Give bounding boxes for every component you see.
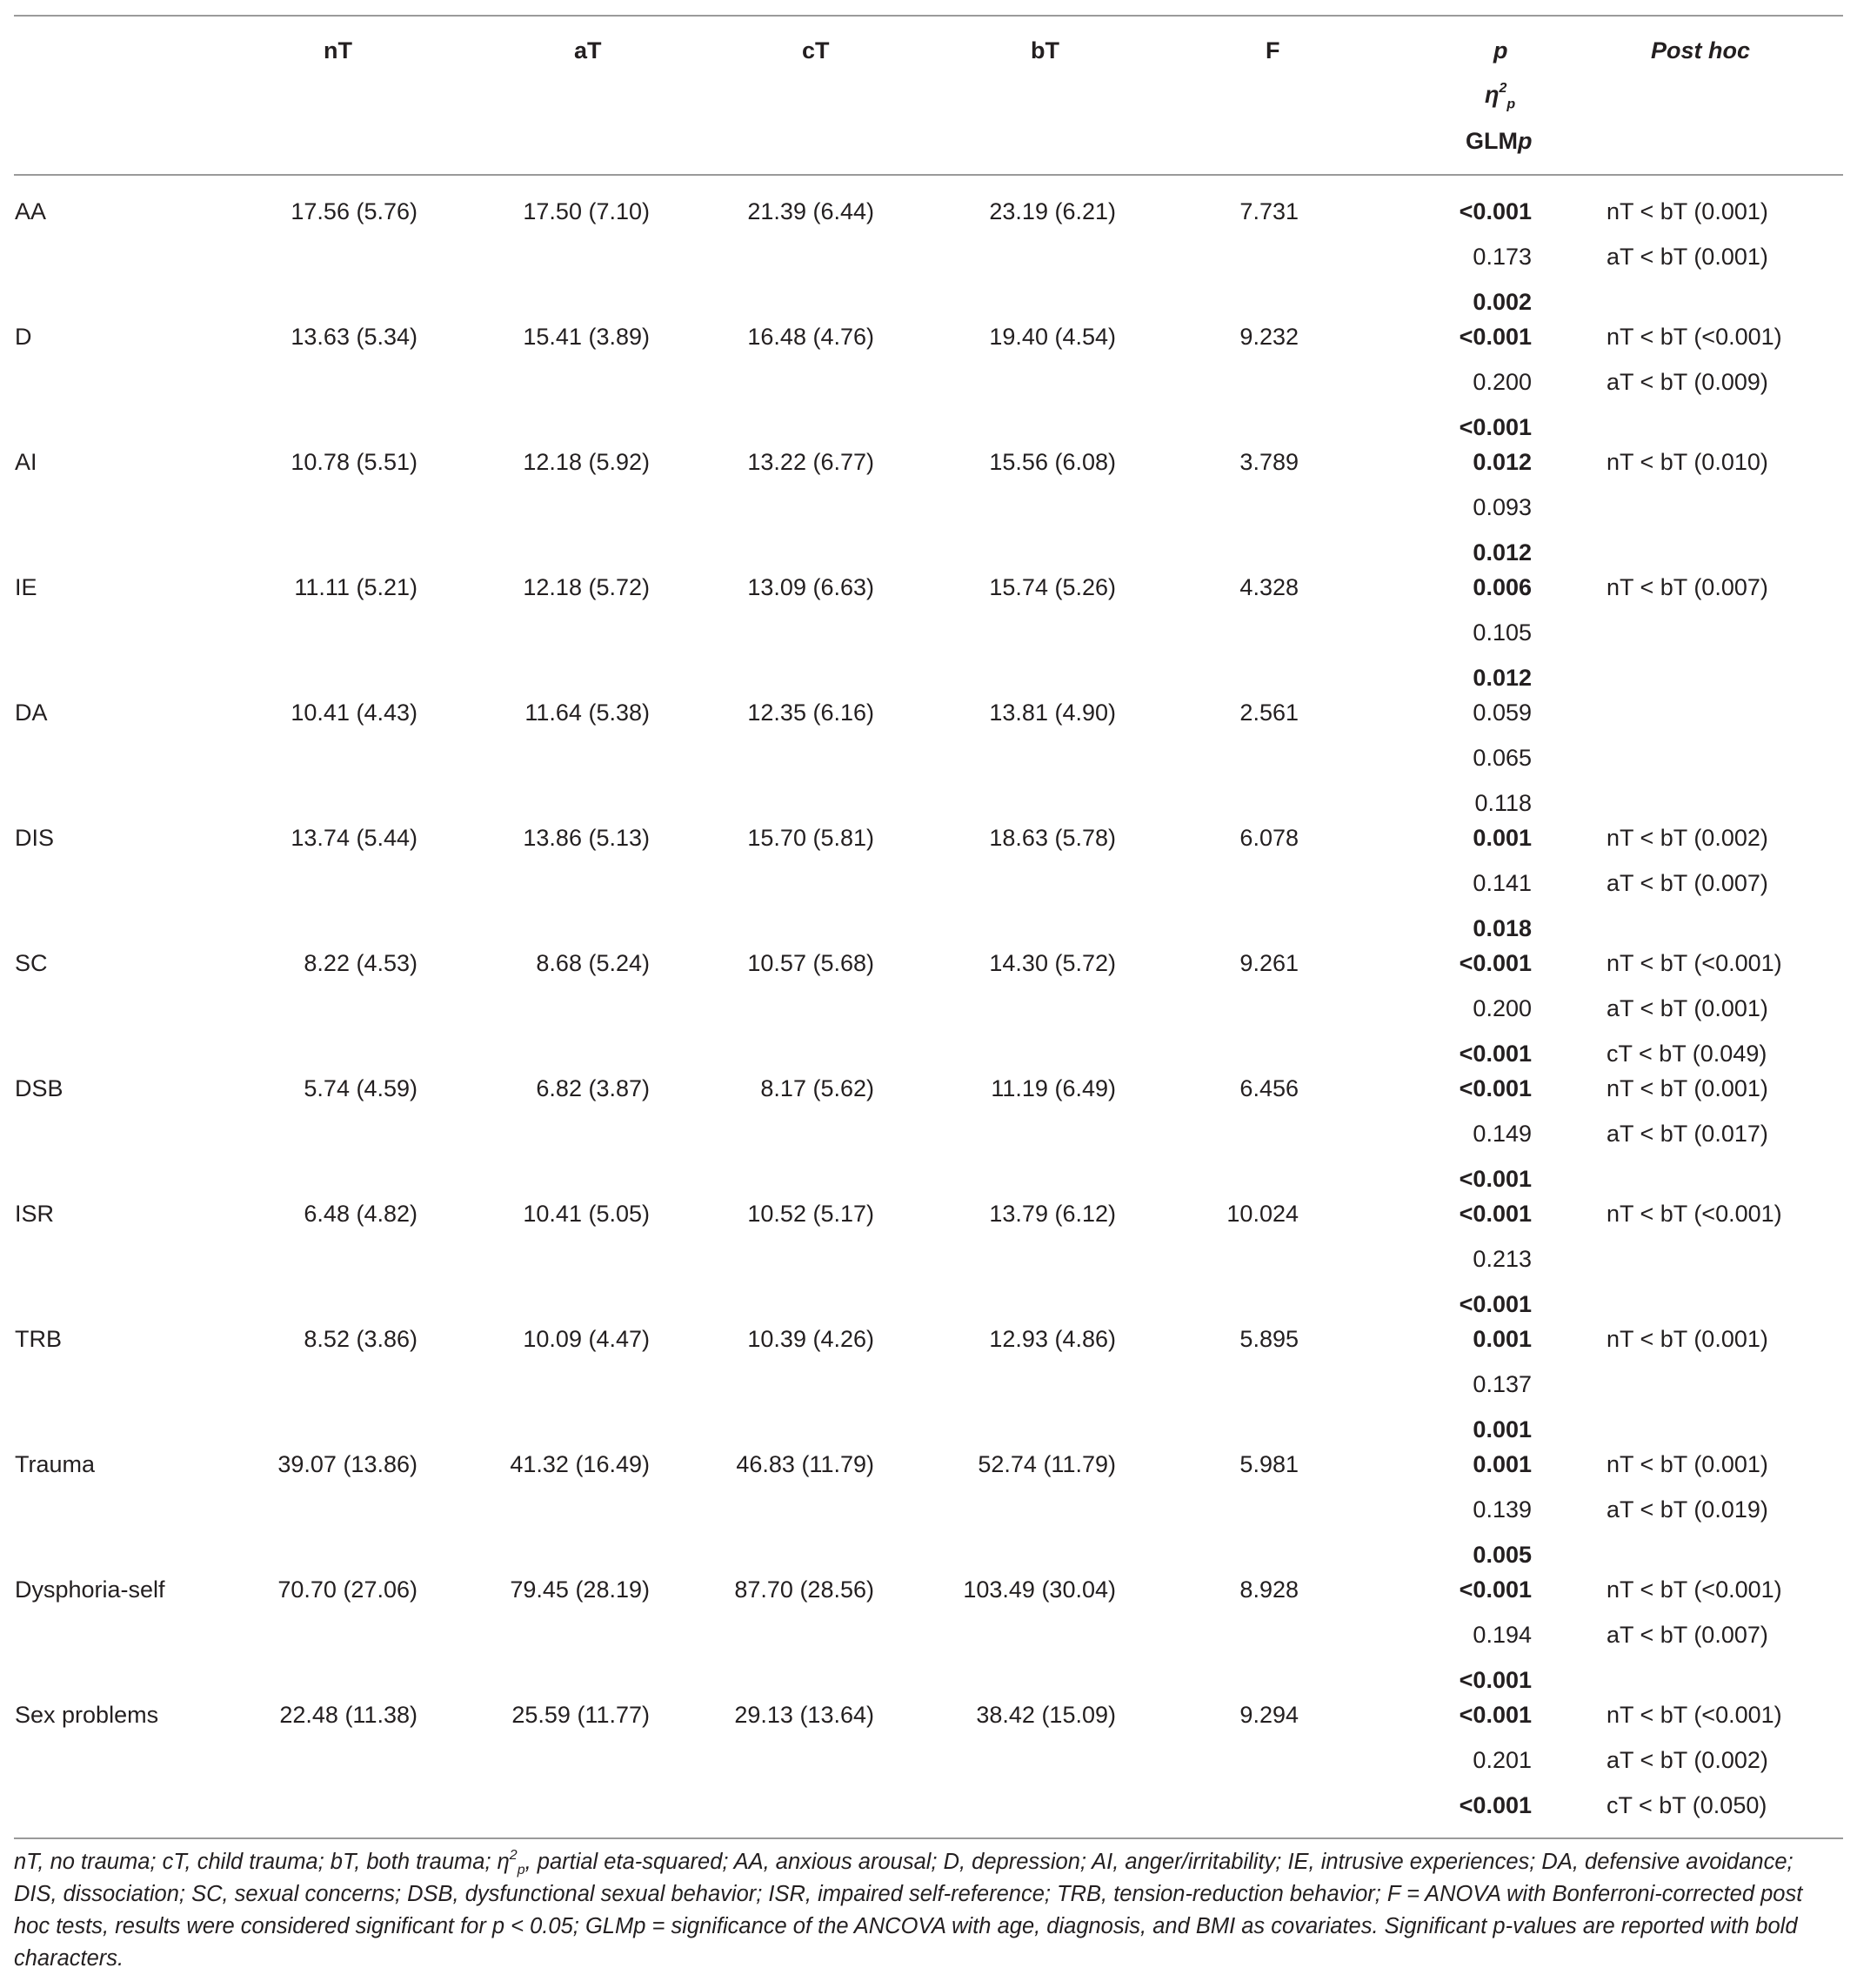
cell-cT: 29.13 (13.64) xyxy=(734,1702,874,1728)
p-value: 0.012 xyxy=(1473,539,1532,566)
cell-nT: 6.48 (4.82) xyxy=(304,1201,417,1227)
cell-cT: 21.39 (6.44) xyxy=(747,198,874,224)
header-posthoc: Post hoc xyxy=(1651,37,1751,64)
p-value: <0.001 xyxy=(1459,414,1532,440)
cell-cT: 46.83 (11.79) xyxy=(736,1451,874,1477)
row-label: Sex problems xyxy=(15,1702,159,1728)
cell-aT: 10.09 (4.47) xyxy=(523,1326,650,1352)
posthoc-comparison: aT < bT (0.009) xyxy=(1607,369,1768,395)
row-label: ISR xyxy=(15,1201,55,1227)
cell-F: 9.261 xyxy=(1239,950,1299,976)
row-label: AA xyxy=(15,198,47,224)
posthoc-comparison: aT < bT (0.001) xyxy=(1607,244,1768,270)
posthoc-comparison: aT < bT (0.007) xyxy=(1607,870,1768,896)
cell-nT: 5.74 (4.59) xyxy=(304,1075,417,1101)
cell-F: 9.232 xyxy=(1239,324,1299,350)
posthoc-comparison: nT < bT (0.001) xyxy=(1607,1451,1768,1477)
row-label: SC xyxy=(15,950,48,976)
cell-F: 4.328 xyxy=(1239,574,1299,600)
cell-F: 8.928 xyxy=(1239,1576,1299,1603)
p-value: 0.093 xyxy=(1473,494,1532,520)
p-value: 0.118 xyxy=(1474,790,1532,816)
posthoc-comparison: nT < bT (0.010) xyxy=(1607,449,1768,475)
cell-aT: 79.45 (28.19) xyxy=(510,1576,650,1603)
header-glm-p: p xyxy=(1518,128,1533,154)
p-value: 0.012 xyxy=(1473,449,1532,475)
p-value: 0.137 xyxy=(1473,1371,1532,1397)
p-value: <0.001 xyxy=(1459,1576,1532,1603)
cell-aT: 12.18 (5.72) xyxy=(523,574,650,600)
table-footnote xyxy=(14,1846,1840,1975)
cell-bT: 15.56 (6.08) xyxy=(989,449,1116,475)
posthoc-comparison: nT < bT (0.001) xyxy=(1607,198,1768,224)
header-bT: bT xyxy=(1031,37,1059,64)
p-value: 0.001 xyxy=(1473,1416,1532,1442)
cell-nT: 70.70 (27.06) xyxy=(277,1576,417,1603)
p-value: 0.213 xyxy=(1473,1246,1532,1272)
header-eta-sup: 2 xyxy=(1499,81,1507,96)
cell-nT: 39.07 (13.86) xyxy=(277,1451,417,1477)
posthoc-comparison: nT < bT (<0.001) xyxy=(1607,1576,1782,1603)
row-label: DIS xyxy=(15,825,55,851)
p-value: 0.139 xyxy=(1473,1496,1532,1523)
header-F: F xyxy=(1266,37,1280,64)
header-nT: nT xyxy=(324,37,352,64)
footnote-part2: , partial eta-squared; AA, anxious arousal; D, depression; AI, anger/irritability; IE, intrusive experiences; DA, defensive avoidance; DIS, dissociation; SC, sexual concerns; DSB, dysfunctional sexual behavior; ISR, impaired self-reference; TRB, tension-reduction behavior; F = ANOVA with Bonferroni-corrected post hoc tests, results were considered significant for p < 0.05; GLMp = significance of the ANCOVA with age, diagnosis, and BMI as covariates. Significant p-values are reported with bold characters. xyxy=(14,1850,1803,1971)
bottom-rule xyxy=(14,1837,1843,1839)
cell-cT: 16.48 (4.76) xyxy=(747,324,874,350)
posthoc-comparison: nT < bT (<0.001) xyxy=(1607,324,1782,350)
p-value: 0.200 xyxy=(1473,369,1532,395)
posthoc-comparison: aT < bT (0.001) xyxy=(1607,995,1768,1021)
cell-nT: 13.74 (5.44) xyxy=(291,825,417,851)
posthoc-comparison: nT < bT (<0.001) xyxy=(1607,950,1782,976)
row-label: TRB xyxy=(15,1326,62,1352)
cell-F: 9.294 xyxy=(1239,1702,1299,1728)
cell-nT: 8.22 (4.53) xyxy=(304,950,417,976)
footnote-eta-sup: 2 xyxy=(509,1847,518,1863)
cell-aT: 15.41 (3.89) xyxy=(523,324,650,350)
cell-bT: 13.81 (4.90) xyxy=(989,699,1116,726)
cell-cT: 15.70 (5.81) xyxy=(747,825,874,851)
cell-bT: 19.40 (4.54) xyxy=(989,324,1116,350)
posthoc-comparison: nT < bT (0.007) xyxy=(1607,574,1768,600)
cell-aT: 41.32 (16.49) xyxy=(510,1451,650,1477)
posthoc-comparison: aT < bT (0.017) xyxy=(1607,1121,1768,1147)
row-label: DSB xyxy=(15,1075,63,1101)
cell-cT: 8.17 (5.62) xyxy=(760,1075,874,1101)
p-value: 0.201 xyxy=(1473,1747,1532,1773)
cell-cT: 10.57 (5.68) xyxy=(747,950,874,976)
cell-F: 5.981 xyxy=(1239,1451,1299,1477)
p-value: 0.006 xyxy=(1473,574,1532,600)
cell-cT: 12.35 (6.16) xyxy=(747,699,874,726)
cell-F: 6.078 xyxy=(1239,825,1299,851)
posthoc-comparison: nT < bT (<0.001) xyxy=(1607,1201,1782,1227)
header-eta xyxy=(1485,80,1515,110)
p-value: <0.001 xyxy=(1459,1702,1532,1728)
p-value: 0.173 xyxy=(1473,244,1532,270)
cell-F: 6.456 xyxy=(1239,1075,1299,1101)
row-label: D xyxy=(15,324,32,350)
p-value: 0.105 xyxy=(1473,619,1532,646)
cell-bT: 103.49 (30.04) xyxy=(963,1576,1116,1603)
cell-bT: 18.63 (5.78) xyxy=(989,825,1116,851)
p-value: <0.001 xyxy=(1459,1075,1532,1101)
p-value: <0.001 xyxy=(1459,1201,1532,1227)
posthoc-comparison: cT < bT (0.050) xyxy=(1607,1792,1767,1818)
cell-cT: 10.39 (4.26) xyxy=(747,1326,874,1352)
cell-bT: 12.93 (4.86) xyxy=(989,1326,1116,1352)
posthoc-comparison: cT < bT (0.049) xyxy=(1607,1041,1767,1067)
p-value: 0.149 xyxy=(1473,1121,1532,1147)
cell-nT: 10.78 (5.51) xyxy=(291,449,417,475)
p-value: <0.001 xyxy=(1459,1667,1532,1693)
posthoc-comparison: nT < bT (0.002) xyxy=(1607,825,1768,851)
header-glm: GLM xyxy=(1466,128,1518,154)
cell-F: 3.789 xyxy=(1239,449,1299,475)
cell-nT: 13.63 (5.34) xyxy=(291,324,417,350)
cell-F: 7.731 xyxy=(1239,198,1299,224)
row-label: Dysphoria-self xyxy=(15,1576,165,1603)
row-label: AI xyxy=(15,449,37,475)
p-value: 0.001 xyxy=(1473,1451,1532,1477)
header-aT: aT xyxy=(574,37,602,64)
posthoc-comparison: aT < bT (0.019) xyxy=(1607,1496,1768,1523)
cell-nT: 11.11 (5.21) xyxy=(294,574,417,600)
p-value: <0.001 xyxy=(1459,1291,1532,1317)
p-value: 0.001 xyxy=(1473,1326,1532,1352)
header-cT: cT xyxy=(802,37,830,64)
cell-bT: 52.74 (11.79) xyxy=(978,1451,1116,1477)
cell-bT: 23.19 (6.21) xyxy=(989,198,1116,224)
posthoc-comparison: nT < bT (0.001) xyxy=(1607,1075,1768,1101)
p-value: 0.065 xyxy=(1473,745,1532,771)
header-eta-symbol: η xyxy=(1485,82,1500,108)
cell-cT: 87.70 (28.56) xyxy=(734,1576,874,1603)
cell-bT: 38.42 (15.09) xyxy=(976,1702,1116,1728)
p-value: <0.001 xyxy=(1459,950,1532,976)
row-label: IE xyxy=(15,574,37,600)
cell-bT: 15.74 (5.26) xyxy=(989,574,1116,600)
cell-aT: 12.18 (5.92) xyxy=(523,449,650,475)
cell-aT: 6.82 (3.87) xyxy=(536,1075,650,1101)
p-value: <0.001 xyxy=(1459,1166,1532,1192)
cell-aT: 17.50 (7.10) xyxy=(523,198,650,224)
header-rule xyxy=(14,174,1843,176)
cell-F: 2.561 xyxy=(1239,699,1299,726)
row-label: Trauma xyxy=(15,1451,96,1477)
posthoc-comparison: nT < bT (0.001) xyxy=(1607,1326,1768,1352)
cell-bT: 13.79 (6.12) xyxy=(989,1201,1116,1227)
cell-bT: 11.19 (6.49) xyxy=(991,1075,1116,1101)
cell-aT: 13.86 (5.13) xyxy=(523,825,650,851)
footnote-eta-sub: p xyxy=(517,1863,525,1878)
p-value: 0.001 xyxy=(1473,825,1532,851)
cell-nT: 10.41 (4.43) xyxy=(291,699,417,726)
posthoc-comparison: aT < bT (0.002) xyxy=(1607,1747,1768,1773)
cell-aT: 8.68 (5.24) xyxy=(536,950,650,976)
header-glmp xyxy=(1466,126,1533,156)
cell-aT: 10.41 (5.05) xyxy=(523,1201,650,1227)
cell-aT: 25.59 (11.77) xyxy=(511,1702,650,1728)
cell-nT: 22.48 (11.38) xyxy=(279,1702,417,1728)
footnote-part1: nT, no trauma; cT, child trauma; bT, both trauma; η xyxy=(14,1850,510,1874)
cell-F: 10.024 xyxy=(1226,1201,1299,1227)
p-value: <0.001 xyxy=(1459,1041,1532,1067)
cell-cT: 10.52 (5.17) xyxy=(747,1201,874,1227)
cell-aT: 11.64 (5.38) xyxy=(524,699,650,726)
header-p: p xyxy=(1493,37,1508,64)
p-value: 0.059 xyxy=(1473,699,1532,726)
cell-nT: 17.56 (5.76) xyxy=(291,198,417,224)
row-label: DA xyxy=(15,699,48,726)
posthoc-comparison: nT < bT (<0.001) xyxy=(1607,1702,1782,1728)
cell-cT: 13.22 (6.77) xyxy=(747,449,874,475)
p-value: 0.002 xyxy=(1473,289,1532,315)
cell-nT: 8.52 (3.86) xyxy=(304,1326,417,1352)
p-value: 0.005 xyxy=(1473,1542,1532,1568)
header-eta-sub: p xyxy=(1506,97,1516,112)
cell-bT: 14.30 (5.72) xyxy=(989,950,1116,976)
posthoc-comparison: aT < bT (0.007) xyxy=(1607,1622,1768,1648)
p-value: 0.012 xyxy=(1473,665,1532,691)
p-value: 0.141 xyxy=(1473,870,1532,896)
cell-cT: 13.09 (6.63) xyxy=(747,574,874,600)
p-value: 0.200 xyxy=(1473,995,1532,1021)
cell-F: 5.895 xyxy=(1239,1326,1299,1352)
p-value: <0.001 xyxy=(1459,198,1532,224)
p-value: 0.018 xyxy=(1473,915,1532,941)
p-value: <0.001 xyxy=(1459,324,1532,350)
top-rule xyxy=(14,15,1843,17)
p-value: 0.194 xyxy=(1473,1622,1532,1648)
p-value: <0.001 xyxy=(1459,1792,1532,1818)
